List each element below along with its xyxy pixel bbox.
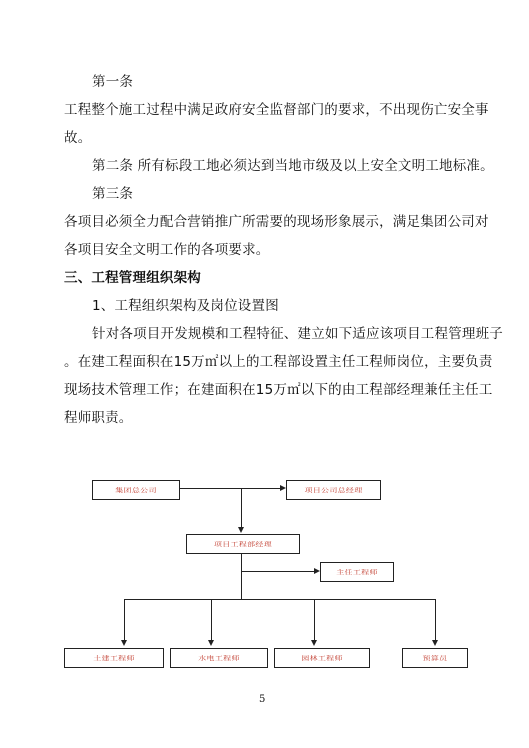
arrow-down-icon — [121, 640, 127, 646]
org-box-project-gm — [286, 480, 381, 500]
org-box-label: 项目公司总经理 — [304, 486, 363, 494]
org-box-civil-engineer — [64, 648, 164, 668]
org-box-label: 土建工程师 — [93, 654, 135, 662]
body-text-line-2: 。在建工程面积在15万㎡以上的工程部设置主任工程师岗位，主要负责 — [64, 354, 493, 370]
org-box-label: 水电工程师 — [198, 654, 240, 662]
connector-to-civil — [124, 599, 125, 641]
connector-group-to-gm — [178, 488, 282, 489]
body-text-line-4: 程师职责。 — [64, 410, 133, 426]
org-box-group-company — [92, 480, 180, 500]
page-number: 5 — [259, 694, 266, 705]
connector-to-eng-manager — [241, 488, 242, 528]
org-box-landscape-engineer — [274, 648, 370, 668]
org-box-label: 预算员 — [422, 654, 448, 662]
connector-to-water-elec — [211, 599, 212, 641]
arrow-down-icon — [238, 527, 244, 533]
connector-to-budget — [435, 599, 436, 641]
article-3-title: 第三条 — [92, 186, 134, 202]
connector-to-landscape — [314, 599, 315, 641]
connector-eng-manager-down — [241, 553, 242, 599]
article-3-text-line-1: 各项目必须全力配合营销推广所需要的现场形象展示，满足集团公司对 — [64, 214, 489, 230]
article-1-title: 第一条 — [92, 74, 134, 90]
org-box-budget-staff — [402, 648, 468, 668]
sub-heading: 1、工程组织架构及岗位设置图 — [92, 298, 279, 314]
connector-horizontal-bus — [124, 599, 435, 600]
article-3-text-line-2: 各项目安全文明工作的各项要求。 — [64, 242, 270, 258]
org-box-label: 项目工程部经理 — [213, 540, 273, 548]
org-box-label: 主任工程师 — [336, 568, 378, 576]
arrow-down-icon — [311, 640, 317, 646]
section-heading: 三、工程管理组织架构 — [64, 270, 201, 286]
org-box-project-eng-manager — [186, 534, 300, 554]
arrow-down-icon — [432, 640, 438, 646]
arrow-down-icon — [208, 640, 214, 646]
org-box-label: 集团总公司 — [115, 486, 157, 494]
connector-to-chief-engineer — [241, 571, 316, 572]
body-text-line-3: 现场技术管理工作；在建面积在15万㎡以下的由工程部经理兼任主任工 — [64, 382, 493, 398]
body-text-line-1: 针对各项目开发规模和工程特征、建立如下适应该项目工程管理班子 — [92, 326, 503, 342]
org-box-label: 园林工程师 — [301, 654, 343, 662]
org-box-water-elec-engineer — [170, 648, 268, 668]
article-2-text: 第二条 所有标段工地必须达到当地市级及以上安全文明工地标准。 — [92, 158, 494, 174]
org-box-chief-engineer — [320, 562, 394, 582]
article-1-text-line-1: 工程整个施工过程中满足政府安全监督部门的要求，不出现伤亡安全事 — [64, 102, 489, 118]
article-1-text-line-2: 故。 — [64, 130, 92, 146]
